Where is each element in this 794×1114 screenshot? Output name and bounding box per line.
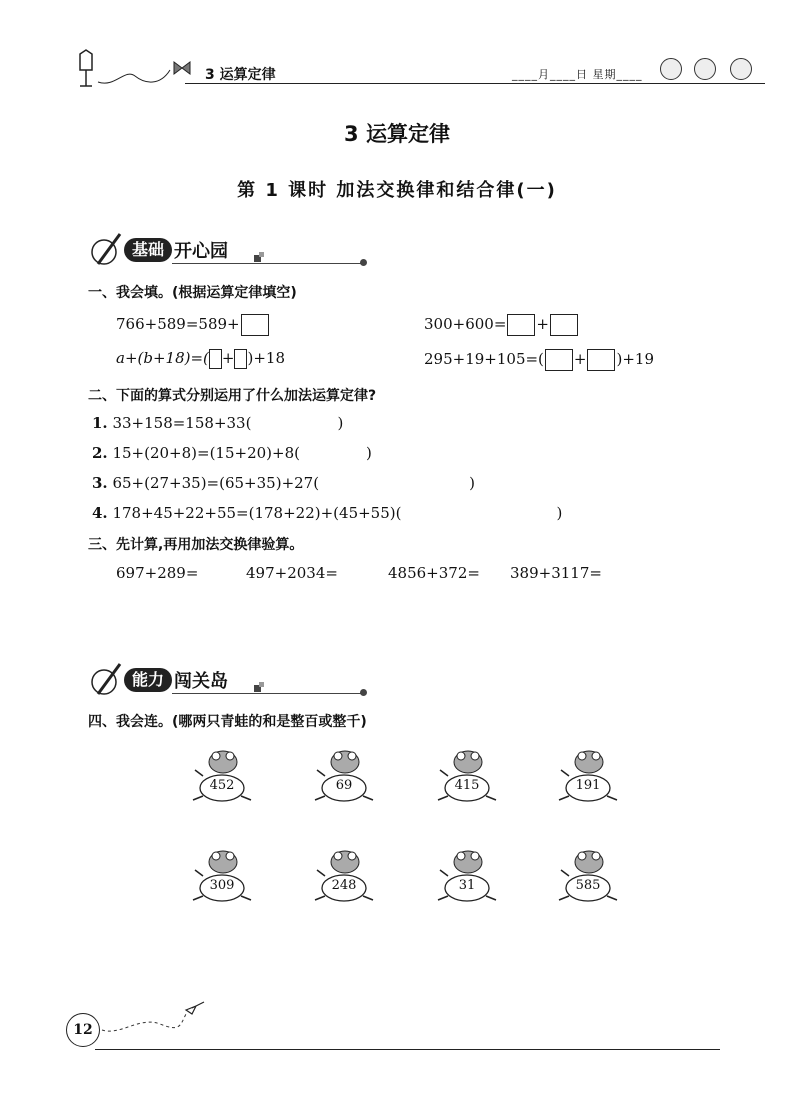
frog-icon — [436, 848, 498, 906]
question-2-heading: 二、下面的算式分别运用了什么加法运算定律? — [88, 388, 377, 404]
frog-card[interactable] — [557, 748, 619, 806]
lesson-subtitle: 第 1 课时 加法交换律和结合律(一) — [237, 180, 557, 201]
equation-text: 295+19+105=( — [424, 350, 544, 368]
smile-face-icon — [660, 58, 682, 80]
frog-icon — [191, 848, 253, 906]
equation-text: 300+600= — [424, 315, 507, 333]
item-number: 3. — [92, 474, 108, 492]
plus-sign: + — [221, 349, 235, 367]
question-1-heading: 一、我会填。(根据运算定律填空) — [88, 285, 297, 301]
page-title: 3 运算定律 — [344, 122, 450, 146]
frog-card[interactable] — [313, 748, 375, 806]
lamp-decoration-icon — [70, 48, 200, 90]
frog-icon — [313, 848, 375, 906]
calc-item-1: 697+289= — [116, 564, 199, 582]
question-4-heading: 四、我会连。(哪两只青蛙的和是整百或整千) — [88, 714, 367, 730]
answer-box[interactable] — [234, 349, 247, 369]
section-banner-basics — [90, 230, 370, 270]
frog-number: 309 — [209, 878, 235, 893]
answer-box[interactable] — [241, 314, 269, 336]
close-paren: ) — [469, 474, 475, 492]
frog-number: 31 — [458, 878, 476, 893]
equation-text: )+18 — [247, 349, 285, 367]
close-paren: ) — [366, 444, 372, 462]
frog-icon — [557, 748, 619, 806]
calc-item-3: 4856+372= — [388, 564, 480, 582]
item-number: 2. — [92, 444, 108, 462]
equation-1a — [116, 314, 270, 336]
equation-text: a+(b+18)=( — [116, 349, 209, 367]
frog-number: 415 — [454, 778, 480, 793]
item-expression: 33+158=158+33( — [112, 414, 252, 432]
section-label: 开心园 — [174, 241, 228, 262]
calc-item-4: 389+3117= — [510, 564, 602, 582]
plus-sign: + — [536, 315, 549, 333]
sad-face-icon — [730, 58, 752, 80]
banner-rule — [172, 693, 362, 694]
frog-card[interactable] — [557, 848, 619, 906]
equation-1b — [424, 314, 579, 336]
equation-1c — [116, 349, 285, 369]
law-item-1 — [92, 414, 343, 432]
frog-icon — [191, 748, 253, 806]
paintbrush-icon — [90, 660, 124, 698]
answer-box[interactable] — [550, 314, 578, 336]
page-number: 12 — [66, 1013, 100, 1047]
footer-rule — [95, 1049, 720, 1050]
section-label: 闯关岛 — [174, 671, 228, 692]
bird-trail-decoration-icon — [100, 996, 210, 1036]
equation-text: 766+589=589+ — [116, 315, 240, 333]
item-expression: 15+(20+8)=(15+20)+8( — [112, 444, 300, 462]
frog-icon — [557, 848, 619, 906]
header-date-field: ____月____日 星期____ — [512, 68, 643, 81]
law-item-3 — [92, 474, 475, 492]
law-item-4 — [92, 504, 562, 522]
frog-icon — [313, 748, 375, 806]
frog-number: 69 — [335, 778, 353, 793]
law-item-2 — [92, 444, 372, 462]
square-ornament-icon — [254, 682, 264, 692]
header-chapter: 3 运算定律 — [205, 67, 276, 83]
plus-sign: + — [573, 350, 587, 368]
frog-number: 191 — [575, 778, 601, 793]
question-3-heading: 三、先计算,再用加法交换律验算。 — [88, 537, 304, 553]
item-number: 4. — [92, 504, 108, 522]
close-paren: ) — [337, 414, 344, 432]
close-paren: ) — [556, 504, 563, 522]
item-number: 1. — [92, 414, 108, 432]
header-rule — [185, 83, 765, 84]
item-expression: 178+45+22+55=(178+22)+(45+55)( — [112, 504, 402, 522]
frog-card[interactable] — [436, 848, 498, 906]
answer-box[interactable] — [545, 349, 573, 371]
paintbrush-icon — [90, 230, 124, 268]
equation-1d — [424, 349, 654, 371]
banner-dot — [360, 259, 367, 266]
banner-rule — [172, 263, 362, 264]
frog-card[interactable] — [191, 848, 253, 906]
frog-card[interactable] — [313, 848, 375, 906]
section-badge: 能力 — [124, 668, 172, 692]
calc-item-2: 497+2034= — [246, 564, 338, 582]
frog-card[interactable] — [191, 748, 253, 806]
square-ornament-icon — [254, 252, 264, 262]
section-banner-ability — [90, 660, 370, 700]
section-badge: 基础 — [124, 238, 172, 262]
banner-dot — [360, 689, 367, 696]
frog-card[interactable] — [436, 748, 498, 806]
frog-number: 248 — [331, 878, 357, 893]
answer-box[interactable] — [507, 314, 535, 336]
answer-box[interactable] — [587, 349, 615, 371]
frog-number: 585 — [575, 878, 601, 893]
equation-text: )+19 — [616, 350, 654, 368]
answer-box[interactable] — [209, 349, 222, 369]
frog-number: 452 — [209, 778, 235, 793]
neutral-face-icon — [694, 58, 716, 80]
item-expression: 65+(27+35)=(65+35)+27( — [112, 474, 320, 492]
frog-icon — [436, 748, 498, 806]
